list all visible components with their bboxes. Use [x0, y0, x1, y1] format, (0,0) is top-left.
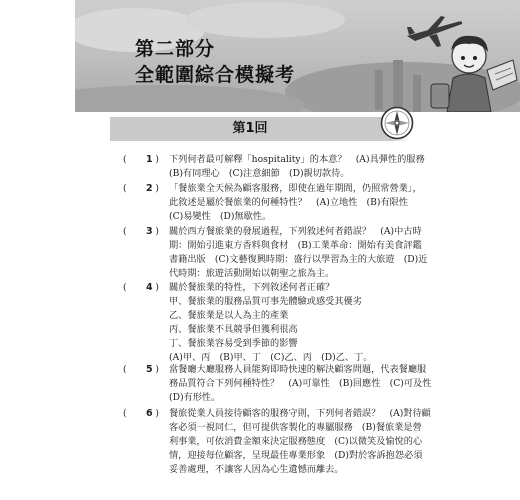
answer-blank: ( ) [123, 364, 159, 375]
answer-blank: ( ) [123, 408, 159, 419]
part-title [135, 36, 295, 88]
question-line: 「餐旅業全天候為顧客服務，即使在過年期間，仍照常營業」， [169, 183, 422, 194]
question-number: 2 [146, 183, 153, 194]
question-line: 務品質符合下列何種特性？ (A)可靠性 (B)回應性 (C)可及性 [169, 378, 432, 389]
question-line: 利事業，可依消費金額來決定服務態度 (C)以微笑及愉悅的心 [169, 436, 423, 447]
question-line: 客必須一視同仁，但可提供客製化的專屬服務 (B)餐旅業是營 [169, 422, 422, 433]
question-line: 下列何者最可解釋「hospitality」的本意？ (A)具彈性的服務 [169, 154, 425, 165]
question-line: 情，迎接每位顧客，呈現最佳專業形象 (D)對於客訴抱怨必須 [169, 450, 423, 461]
question-line: 乙、餐旅業是以人為主的產業 [169, 310, 289, 321]
question-line: (A)甲、丙 (B)甲、丁 (C)乙、丙 (D)乙、丁。 [169, 352, 373, 363]
question-number: 3 [146, 226, 153, 237]
question-number: 5 [146, 364, 153, 375]
question-line: 關於西方餐旅業的發展過程，下列敘述何者錯誤？ (A)中古時 [169, 226, 422, 237]
question-text [169, 363, 432, 405]
question-line: 此敘述是屬於餐旅業的何種特性？ (A)立地性 (B)有限性 [169, 197, 409, 208]
part-title-line2: 全範圍綜合模擬考 [135, 64, 296, 86]
answer-blank: ( ) [123, 282, 159, 293]
question-text [169, 182, 422, 224]
question-text [169, 225, 428, 281]
round-title: 第1回 [232, 121, 268, 136]
question-line: (D)有形性。 [169, 392, 221, 403]
answer-blank: ( ) [123, 154, 159, 165]
question-line: 丁、餐旅業容易受到季節的影響 [169, 338, 298, 349]
question-line: 關於餐旅業的特性，下列敘述何者正確？ [169, 282, 335, 293]
answer-blank: ( ) [123, 226, 159, 237]
question-line: 妥善處理，不讓客人因為心生遺憾而離去。 [169, 464, 344, 475]
question-line: 期：開始引進東方香料與食材 (B)工業革命：開始有美食評鑑 [169, 240, 422, 251]
question-number: 6 [146, 408, 153, 419]
question-line: 餐旅從業人員接待顧客的服務守則，下列何者錯誤？ (A)對待顧 [169, 408, 431, 419]
question-text [169, 407, 431, 477]
question-line: 丙、餐旅業不具競爭但獲利很高 [169, 324, 298, 335]
compass-icon [380, 106, 414, 140]
question-line: 甲、餐旅業的服務品質可事先體驗或感受其優劣 [169, 296, 362, 307]
question-number: 1 [146, 154, 153, 165]
question-line: 當餐廳大廳服務人員能夠即時快速的解決顧客問題，代表餐廳服 [169, 364, 427, 375]
answer-blank: ( ) [123, 183, 159, 194]
question-line: 書籍出版 (C)文藝復興時期：盛行以學習為主的大旅遊 (D)近 [169, 254, 428, 265]
question-text [169, 281, 409, 365]
question-line: 代時期：旅遊活動開始以朝聖之旅為主。 [169, 268, 335, 279]
traveler-character-illustration [425, 30, 520, 112]
part-title-line1: 第二部分 [135, 38, 216, 60]
question-text [169, 153, 425, 181]
question-line: (C)易變性 (D)無歇性。 [169, 211, 272, 222]
question-number: 4 [146, 282, 153, 293]
chapter-banner [75, 0, 520, 112]
question-line: (B)有同理心 (C)注意細節 (D)親切款待。 [169, 168, 350, 179]
